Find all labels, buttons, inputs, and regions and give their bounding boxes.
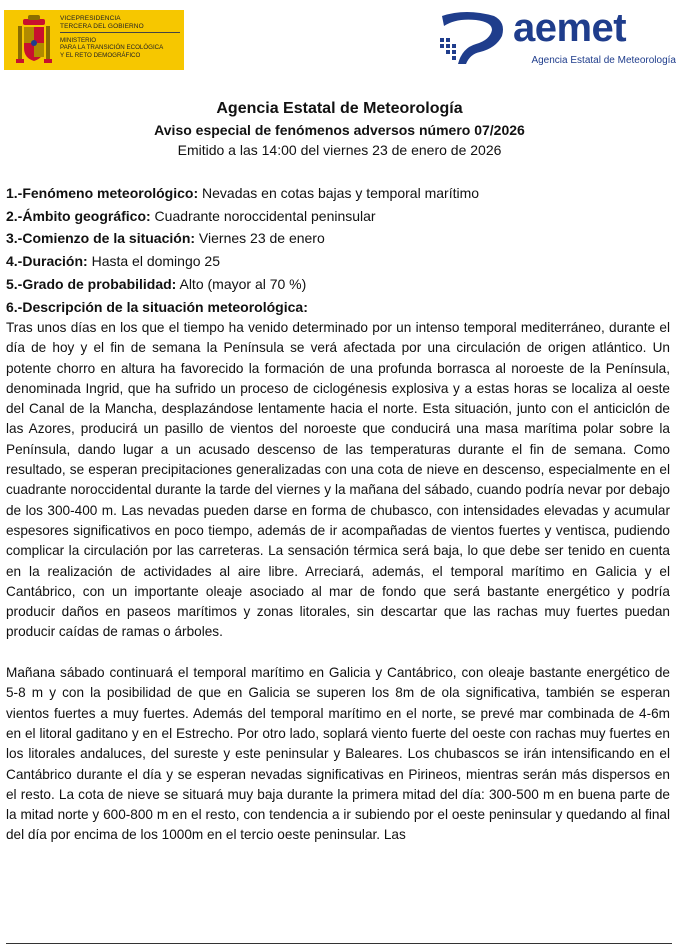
issued-line: Emitido a las 14:00 del viernes 23 de enero de 2026	[177, 142, 502, 158]
field-description-heading: 6.-Descripción de la situación meteorológica:	[6, 298, 308, 315]
government-ministry-heading: VICEPRESIDENCIA TERCERA DEL GOBIERNO	[60, 15, 144, 30]
notice-fields	[6, 182, 671, 318]
field-geographic-scope: 2.-Ámbito geográfico: Cuadrante noroccidental peninsular	[6, 207, 376, 224]
aemet-emblem-icon	[436, 8, 510, 70]
description-body	[6, 318, 670, 866]
notice-titles	[0, 98, 679, 160]
coat-of-arms-icon	[14, 14, 54, 66]
footer-divider	[6, 943, 672, 944]
government-divider	[60, 32, 180, 33]
ministry-name: MINISTERIO PARA LA TRANSICIÓN ECOLÓGICA Y EL RETO DEMOGRÁFICO	[60, 37, 164, 59]
page-header	[0, 0, 679, 86]
description-paragraph: Tras unos días en los que el tiempo ha venido determinado por un intenso temporal mediterráneo, durante el día de hoy y el fin de semana la Península se verá afectada por una circulación de origen atlántico. Un potente chorro en altura ha favorecido la formación de una profunda borrasca al noroeste de la Península, denominada Ingrid, que ha sufrido un proceso de ciclogénesis explosiva y a estas horas se localiza al oeste del Canal de la Mancha, desplazándose lentamente hacia el norte. Esta situación, junto con el anticiclón de las Azores, producirá un pasillo de vientos del noroeste que conducirá una masa marítima polar sobre la Península, dando lugar a un acusado descenso de las temperaturas durante el fin de semana. Como resultado, se esperan precipitaciones generalizadas con una cota de nieve en descenso, especialmente en el cuadrante noroccidental durante la tarde del viernes y la mañana del sábado, cuando podría nevar por debajo de los 300-400 m. Las nevadas pueden darse en forma de chubasco, con intensidades elevadas y acumular espesores significativos en poco tiempo, además de ir acompañadas de vientos fuertes y ventisca, pudiendo complicar la circulación por las carreteras. La sensación térmica será baja, lo que debe ser tenido en cuenta en la realización de actividades al aire libre. Arreciará, además, el temporal marítimo en Galicia y el Cantábrico, con un importante oleaje asociado al mar de fondo que será bastante energético y podría producir daños en paseos marítimos y zonas litorales, sin descartar que las rachas muy fuertes puedan producir caídas de ramas o árboles.	[6, 320, 670, 640]
aemet-logo	[436, 8, 676, 74]
field-duration: 4.-Duración: Hasta el domingo 25	[6, 253, 220, 270]
agency-title: Agencia Estatal de Meteorología	[216, 100, 463, 117]
field-phenomenon: 1.-Fenómeno meteorológico: Nevadas en cotas bajas y temporal marítimo	[6, 185, 480, 201]
notice-title: Aviso especial de fenómenos adversos número 07/2026	[154, 122, 525, 138]
aemet-subtitle: Agencia Estatal de Meteorología	[531, 55, 676, 66]
description-paragraph: Mañana sábado continuará el temporal marítimo en Galicia y Cantábrico, con oleaje bastante energético de 5-8 m y con la posibilidad de que en Galicia se superen los 8m de ola significativa, también se esperan vientos fuertes a muy fuertes. Además del temporal marítimo en el norte, se prevé mar combinada de 4-6m en el litoral gaditano y en el Estrecho. Por otro lado, soplará viento fuerte del oeste con rachas muy fuertes en los litorales andaluces, del sureste y este peninsular y Baleares. Los chubascos se irán intensificando en el Cantábrico durante el día y se esperan nevadas significativas en Pirineos, mientras serán más dispersos en el resto. La cota de nieve se situará muy baja durante la primera mitad del día: 300-500 m en buena parte de la mitad norte y 600-800 m en el resto, con tendencia a ir subiendo por el oeste peninsular y quedando al final del día por encima de los 1000m en el tercio oeste peninsular. Las	[6, 665, 670, 843]
field-probability: 5.-Grado de probabilidad: Alto (mayor al 70 %)	[6, 275, 307, 292]
aemet-wordmark: aemet	[513, 6, 627, 50]
government-logo	[4, 10, 184, 70]
field-start: 3.-Comienzo de la situación: Viernes 23 de enero	[6, 230, 325, 247]
